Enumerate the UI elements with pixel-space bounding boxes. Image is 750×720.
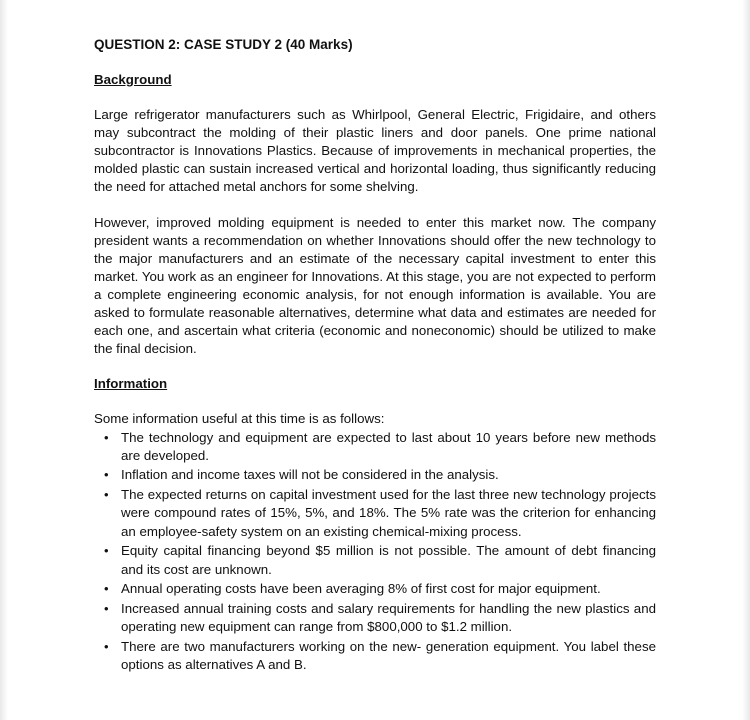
bullet-icon: • <box>104 601 109 617</box>
background-paragraph-2: However, improved molding equipment is needed to enter this market now. The company president wants a recommendation on whether Innovations should offer the new technology to the major manufacturers and an estimate of the necessary capital investment to enter this market. You work as an engineer for Innovations. At this stage, you are not expected to perform a complete engineering economic analysis, for not enough information is available. You are asked to formulate reasonable alternatives, determine what data and estimates are needed for each one, and ascertain what criteria (economic and noneconomic) should be utilized to make the final decision. <box>94 214 656 357</box>
information-heading: Information <box>94 376 168 392</box>
list-item <box>94 542 656 578</box>
list-item <box>94 580 656 598</box>
list-item <box>94 466 656 484</box>
bullet-icon: • <box>104 543 109 559</box>
background-paragraph-1: Large refrigerator manufacturers such as Whirlpool, General Electric, Frigidaire, and others may subcontract the molding of their plastic liners and door panels. One prime national subcontractor is Innovations Plastics. Because of improvements in mechanical properties, the molded plastic can sustain increased vertical and horizontal loading, thus significantly reducing the need for attached metal anchors for some shelving. <box>94 107 656 195</box>
bullet-icon: • <box>104 581 109 597</box>
list-item-text: The technology and equipment are expected to last about 10 years before new methods are developed. <box>121 429 656 463</box>
list-item-text: Increased annual training costs and salary requirements for handling the new plastics and operating new equipment can range from $800,000 to $1.2 million. <box>121 601 656 635</box>
list-item <box>94 429 656 465</box>
list-item <box>94 600 656 636</box>
document-content <box>94 36 656 676</box>
list-item <box>94 638 656 674</box>
bullet-icon: • <box>104 639 109 655</box>
list-item-text: The expected returns on capital investment used for the last three new technology projects were compound rates of 15%, 5%, and 18%. The 5% rate was the criterion for enhancing an employee-safety system on an existing chemical-mixing process. <box>121 487 656 539</box>
information-list <box>94 429 656 675</box>
list-item <box>94 486 656 540</box>
bullet-icon: • <box>104 467 109 483</box>
question-title: QUESTION 2: CASE STUDY 2 (40 Marks) <box>94 37 353 52</box>
list-item-text: There are two manufacturers working on the new- generation equipment. You label these options as alternatives A and B. <box>121 639 656 673</box>
information-intro: Some information useful at this time is as follows: <box>94 411 385 427</box>
list-item-text: Inflation and income taxes will not be considered in the analysis. <box>121 467 499 483</box>
bullet-icon: • <box>104 429 109 445</box>
bullet-icon: • <box>104 487 109 503</box>
list-item-text: Equity capital financing beyond $5 million is not possible. The amount of debt financing and its cost are unknown. <box>121 543 656 577</box>
background-heading: Background <box>94 72 172 87</box>
list-item-text: Annual operating costs have been averaging 8% of first cost for major equipment. <box>121 581 601 597</box>
